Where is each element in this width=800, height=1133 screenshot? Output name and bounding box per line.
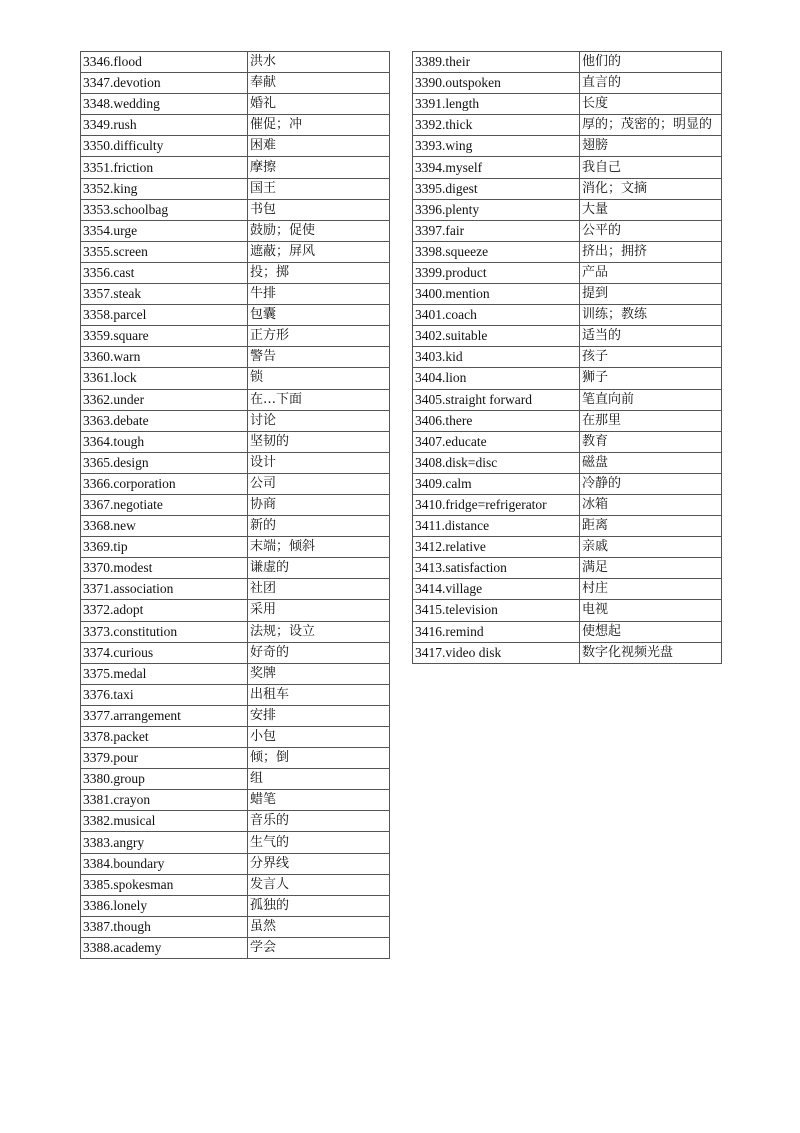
chinese-meaning-cell: 我自己 [580,157,722,178]
table-row [81,811,390,832]
table-row [81,537,390,558]
chinese-meaning-cell: 冷静的 [580,473,722,494]
english-word-cell: 3400.mention [413,284,580,305]
table-row [81,178,390,199]
english-word-cell: 3348.wedding [81,94,248,115]
chinese-meaning-cell: 书包 [248,199,390,220]
table-row [81,410,390,431]
english-word-cell: 3376.taxi [81,684,248,705]
chinese-meaning-cell: 在那里 [580,410,722,431]
chinese-meaning-cell: 法规；设立 [248,621,390,642]
chinese-meaning-cell: 他们的 [580,52,722,73]
chinese-meaning-cell: 电视 [580,600,722,621]
table-row [81,494,390,515]
chinese-meaning-cell: 笔直向前 [580,389,722,410]
table-row [413,537,722,558]
english-word-cell: 3372.adopt [81,600,248,621]
table-row [413,558,722,579]
english-word-cell: 3377.arrangement [81,705,248,726]
english-word-cell: 3359.square [81,326,248,347]
chinese-meaning-cell: 坚韧的 [248,431,390,452]
english-word-cell: 3375.medal [81,663,248,684]
table-row [413,241,722,262]
vocab-table-right [412,51,722,664]
table-row [81,684,390,705]
table-row [81,663,390,684]
table-row [81,832,390,853]
english-word-cell: 3401.coach [413,305,580,326]
chinese-meaning-cell: 提到 [580,284,722,305]
table-row [413,136,722,157]
english-word-cell: 3380.group [81,769,248,790]
english-word-cell: 3409.calm [413,473,580,494]
table-row [81,157,390,178]
table-row [81,600,390,621]
english-word-cell: 3389.their [413,52,580,73]
english-word-cell: 3378.packet [81,727,248,748]
table-row [81,705,390,726]
english-word-cell: 3385.spokesman [81,874,248,895]
chinese-meaning-cell: 冰箱 [580,494,722,515]
table-row [413,494,722,515]
chinese-meaning-cell: 奉献 [248,73,390,94]
table-row [81,305,390,326]
chinese-meaning-cell: 谦虚的 [248,558,390,579]
english-word-cell: 3390.outspoken [413,73,580,94]
english-word-cell: 3415.television [413,600,580,621]
english-word-cell: 3349.rush [81,115,248,136]
chinese-meaning-cell: 孤独的 [248,895,390,916]
english-word-cell: 3395.digest [413,178,580,199]
chinese-meaning-cell: 组 [248,769,390,790]
chinese-meaning-cell: 数字化视频光盘 [580,642,722,663]
table-row [81,73,390,94]
table-row [413,473,722,494]
english-word-cell: 3361.lock [81,368,248,389]
table-row [81,790,390,811]
chinese-meaning-cell: 公司 [248,473,390,494]
table-row [81,220,390,241]
english-word-cell: 3407.educate [413,431,580,452]
english-word-cell: 3364.tough [81,431,248,452]
table-row [81,937,390,958]
chinese-meaning-cell: 距离 [580,516,722,537]
english-word-cell: 3399.product [413,262,580,283]
english-word-cell: 3410.fridge=refrigerator [413,494,580,515]
chinese-meaning-cell: 发言人 [248,874,390,895]
table-row [81,262,390,283]
table-row [81,558,390,579]
english-word-cell: 3352.king [81,178,248,199]
table-row [81,769,390,790]
chinese-meaning-cell: 锁 [248,368,390,389]
english-word-cell: 3412.relative [413,537,580,558]
chinese-meaning-cell: 警告 [248,347,390,368]
chinese-meaning-cell: 末端；倾斜 [248,537,390,558]
english-word-cell: 3403.kid [413,347,580,368]
chinese-meaning-cell: 设计 [248,452,390,473]
chinese-meaning-cell: 奖牌 [248,663,390,684]
chinese-meaning-cell: 磁盘 [580,452,722,473]
english-word-cell: 3356.cast [81,262,248,283]
table-row [413,157,722,178]
english-word-cell: 3417.video disk [413,642,580,663]
table-row [413,516,722,537]
english-word-cell: 3398.squeeze [413,241,580,262]
chinese-meaning-cell: 产品 [580,262,722,283]
table-row [413,178,722,199]
english-word-cell: 3404.lion [413,368,580,389]
english-word-cell: 3374.curious [81,642,248,663]
english-word-cell: 3369.tip [81,537,248,558]
english-word-cell: 3406.there [413,410,580,431]
english-word-cell: 3366.corporation [81,473,248,494]
chinese-meaning-cell: 协商 [248,494,390,515]
english-word-cell: 3402.suitable [413,326,580,347]
table-row [413,621,722,642]
chinese-meaning-cell: 讨论 [248,410,390,431]
table-row [81,621,390,642]
chinese-meaning-cell: 适当的 [580,326,722,347]
vocab-table-left-body [81,52,390,959]
chinese-meaning-cell: 亲戚 [580,537,722,558]
table-row [81,431,390,452]
chinese-meaning-cell: 小包 [248,727,390,748]
english-word-cell: 3384.boundary [81,853,248,874]
chinese-meaning-cell: 挤出；拥挤 [580,241,722,262]
table-row [81,52,390,73]
chinese-meaning-cell: 使想起 [580,621,722,642]
chinese-meaning-cell: 生气的 [248,832,390,853]
table-row [81,368,390,389]
table-row [81,452,390,473]
english-word-cell: 3393.wing [413,136,580,157]
english-word-cell: 3381.crayon [81,790,248,811]
chinese-meaning-cell: 在…下面 [248,389,390,410]
english-word-cell: 3394.myself [413,157,580,178]
table-row [413,220,722,241]
table-row [81,516,390,537]
vocab-table-left [80,51,390,959]
table-row [413,642,722,663]
english-word-cell: 3391.length [413,94,580,115]
chinese-meaning-cell: 新的 [248,516,390,537]
table-row [81,874,390,895]
english-word-cell: 3414.village [413,579,580,600]
chinese-meaning-cell: 直言的 [580,73,722,94]
table-row [413,326,722,347]
chinese-meaning-cell: 厚的；茂密的；明显的 [580,115,722,136]
english-word-cell: 3396.plenty [413,199,580,220]
table-row [413,94,722,115]
chinese-meaning-cell: 音乐的 [248,811,390,832]
english-word-cell: 3416.remind [413,621,580,642]
chinese-meaning-cell: 洪水 [248,52,390,73]
english-word-cell: 3368.new [81,516,248,537]
english-word-cell: 3392.thick [413,115,580,136]
table-row [81,727,390,748]
english-word-cell: 3350.difficulty [81,136,248,157]
chinese-meaning-cell: 教育 [580,431,722,452]
table-row [413,600,722,621]
table-row [81,853,390,874]
english-word-cell: 3353.schoolbag [81,199,248,220]
english-word-cell: 3382.musical [81,811,248,832]
chinese-meaning-cell: 虽然 [248,916,390,937]
table-row [81,326,390,347]
chinese-meaning-cell: 大量 [580,199,722,220]
chinese-meaning-cell: 公平的 [580,220,722,241]
table-row [81,748,390,769]
table-row [413,347,722,368]
chinese-meaning-cell: 国王 [248,178,390,199]
table-row [413,284,722,305]
english-word-cell: 3367.negotiate [81,494,248,515]
english-word-cell: 3411.distance [413,516,580,537]
chinese-meaning-cell: 采用 [248,600,390,621]
table-row [81,241,390,262]
chinese-meaning-cell: 催促；冲 [248,115,390,136]
table-row [413,431,722,452]
chinese-meaning-cell: 长度 [580,94,722,115]
english-word-cell: 3383.angry [81,832,248,853]
table-row [413,52,722,73]
chinese-meaning-cell: 学会 [248,937,390,958]
table-row [413,115,722,136]
english-word-cell: 3355.screen [81,241,248,262]
chinese-meaning-cell: 包囊 [248,305,390,326]
table-row [81,347,390,368]
english-word-cell: 3386.lonely [81,895,248,916]
chinese-meaning-cell: 社团 [248,579,390,600]
chinese-meaning-cell: 牛排 [248,284,390,305]
chinese-meaning-cell: 村庄 [580,579,722,600]
table-row [81,389,390,410]
table-row [413,410,722,431]
english-word-cell: 3346.flood [81,52,248,73]
table-row [413,199,722,220]
english-word-cell: 3371.association [81,579,248,600]
chinese-meaning-cell: 分界线 [248,853,390,874]
english-word-cell: 3360.warn [81,347,248,368]
table-row [413,368,722,389]
table-row [413,452,722,473]
chinese-meaning-cell: 蜡笔 [248,790,390,811]
english-word-cell: 3347.devotion [81,73,248,94]
chinese-meaning-cell: 倾；倒 [248,748,390,769]
chinese-meaning-cell: 正方形 [248,326,390,347]
chinese-meaning-cell: 婚礼 [248,94,390,115]
table-row [413,305,722,326]
english-word-cell: 3397.fair [413,220,580,241]
chinese-meaning-cell: 困难 [248,136,390,157]
english-word-cell: 3379.pour [81,748,248,769]
chinese-meaning-cell: 训练；教练 [580,305,722,326]
chinese-meaning-cell: 狮子 [580,368,722,389]
english-word-cell: 3387.though [81,916,248,937]
chinese-meaning-cell: 安排 [248,705,390,726]
table-row [81,115,390,136]
english-word-cell: 3357.steak [81,284,248,305]
english-word-cell: 3408.disk=disc [413,452,580,473]
chinese-meaning-cell: 摩擦 [248,157,390,178]
chinese-meaning-cell: 好奇的 [248,642,390,663]
chinese-meaning-cell: 出租车 [248,684,390,705]
table-row [81,473,390,494]
table-row [81,916,390,937]
table-row [81,579,390,600]
table-row [81,895,390,916]
english-word-cell: 3373.constitution [81,621,248,642]
chinese-meaning-cell: 投；掷 [248,262,390,283]
table-row [81,199,390,220]
english-word-cell: 3365.design [81,452,248,473]
table-row [81,642,390,663]
chinese-meaning-cell: 满足 [580,558,722,579]
english-word-cell: 3413.satisfaction [413,558,580,579]
english-word-cell: 3362.under [81,389,248,410]
english-word-cell: 3351.friction [81,157,248,178]
table-row [81,94,390,115]
table-row [81,136,390,157]
chinese-meaning-cell: 鼓励；促使 [248,220,390,241]
chinese-meaning-cell: 遮蔽；屏风 [248,241,390,262]
table-row [413,73,722,94]
table-row [81,284,390,305]
table-row [413,262,722,283]
chinese-meaning-cell: 消化；文摘 [580,178,722,199]
english-word-cell: 3363.debate [81,410,248,431]
table-row [413,389,722,410]
table-row [413,579,722,600]
chinese-meaning-cell: 孩子 [580,347,722,368]
english-word-cell: 3370.modest [81,558,248,579]
english-word-cell: 3358.parcel [81,305,248,326]
chinese-meaning-cell: 翅膀 [580,136,722,157]
english-word-cell: 3354.urge [81,220,248,241]
english-word-cell: 3405.straight forward [413,389,580,410]
english-word-cell: 3388.academy [81,937,248,958]
vocab-table-right-body [413,52,722,664]
